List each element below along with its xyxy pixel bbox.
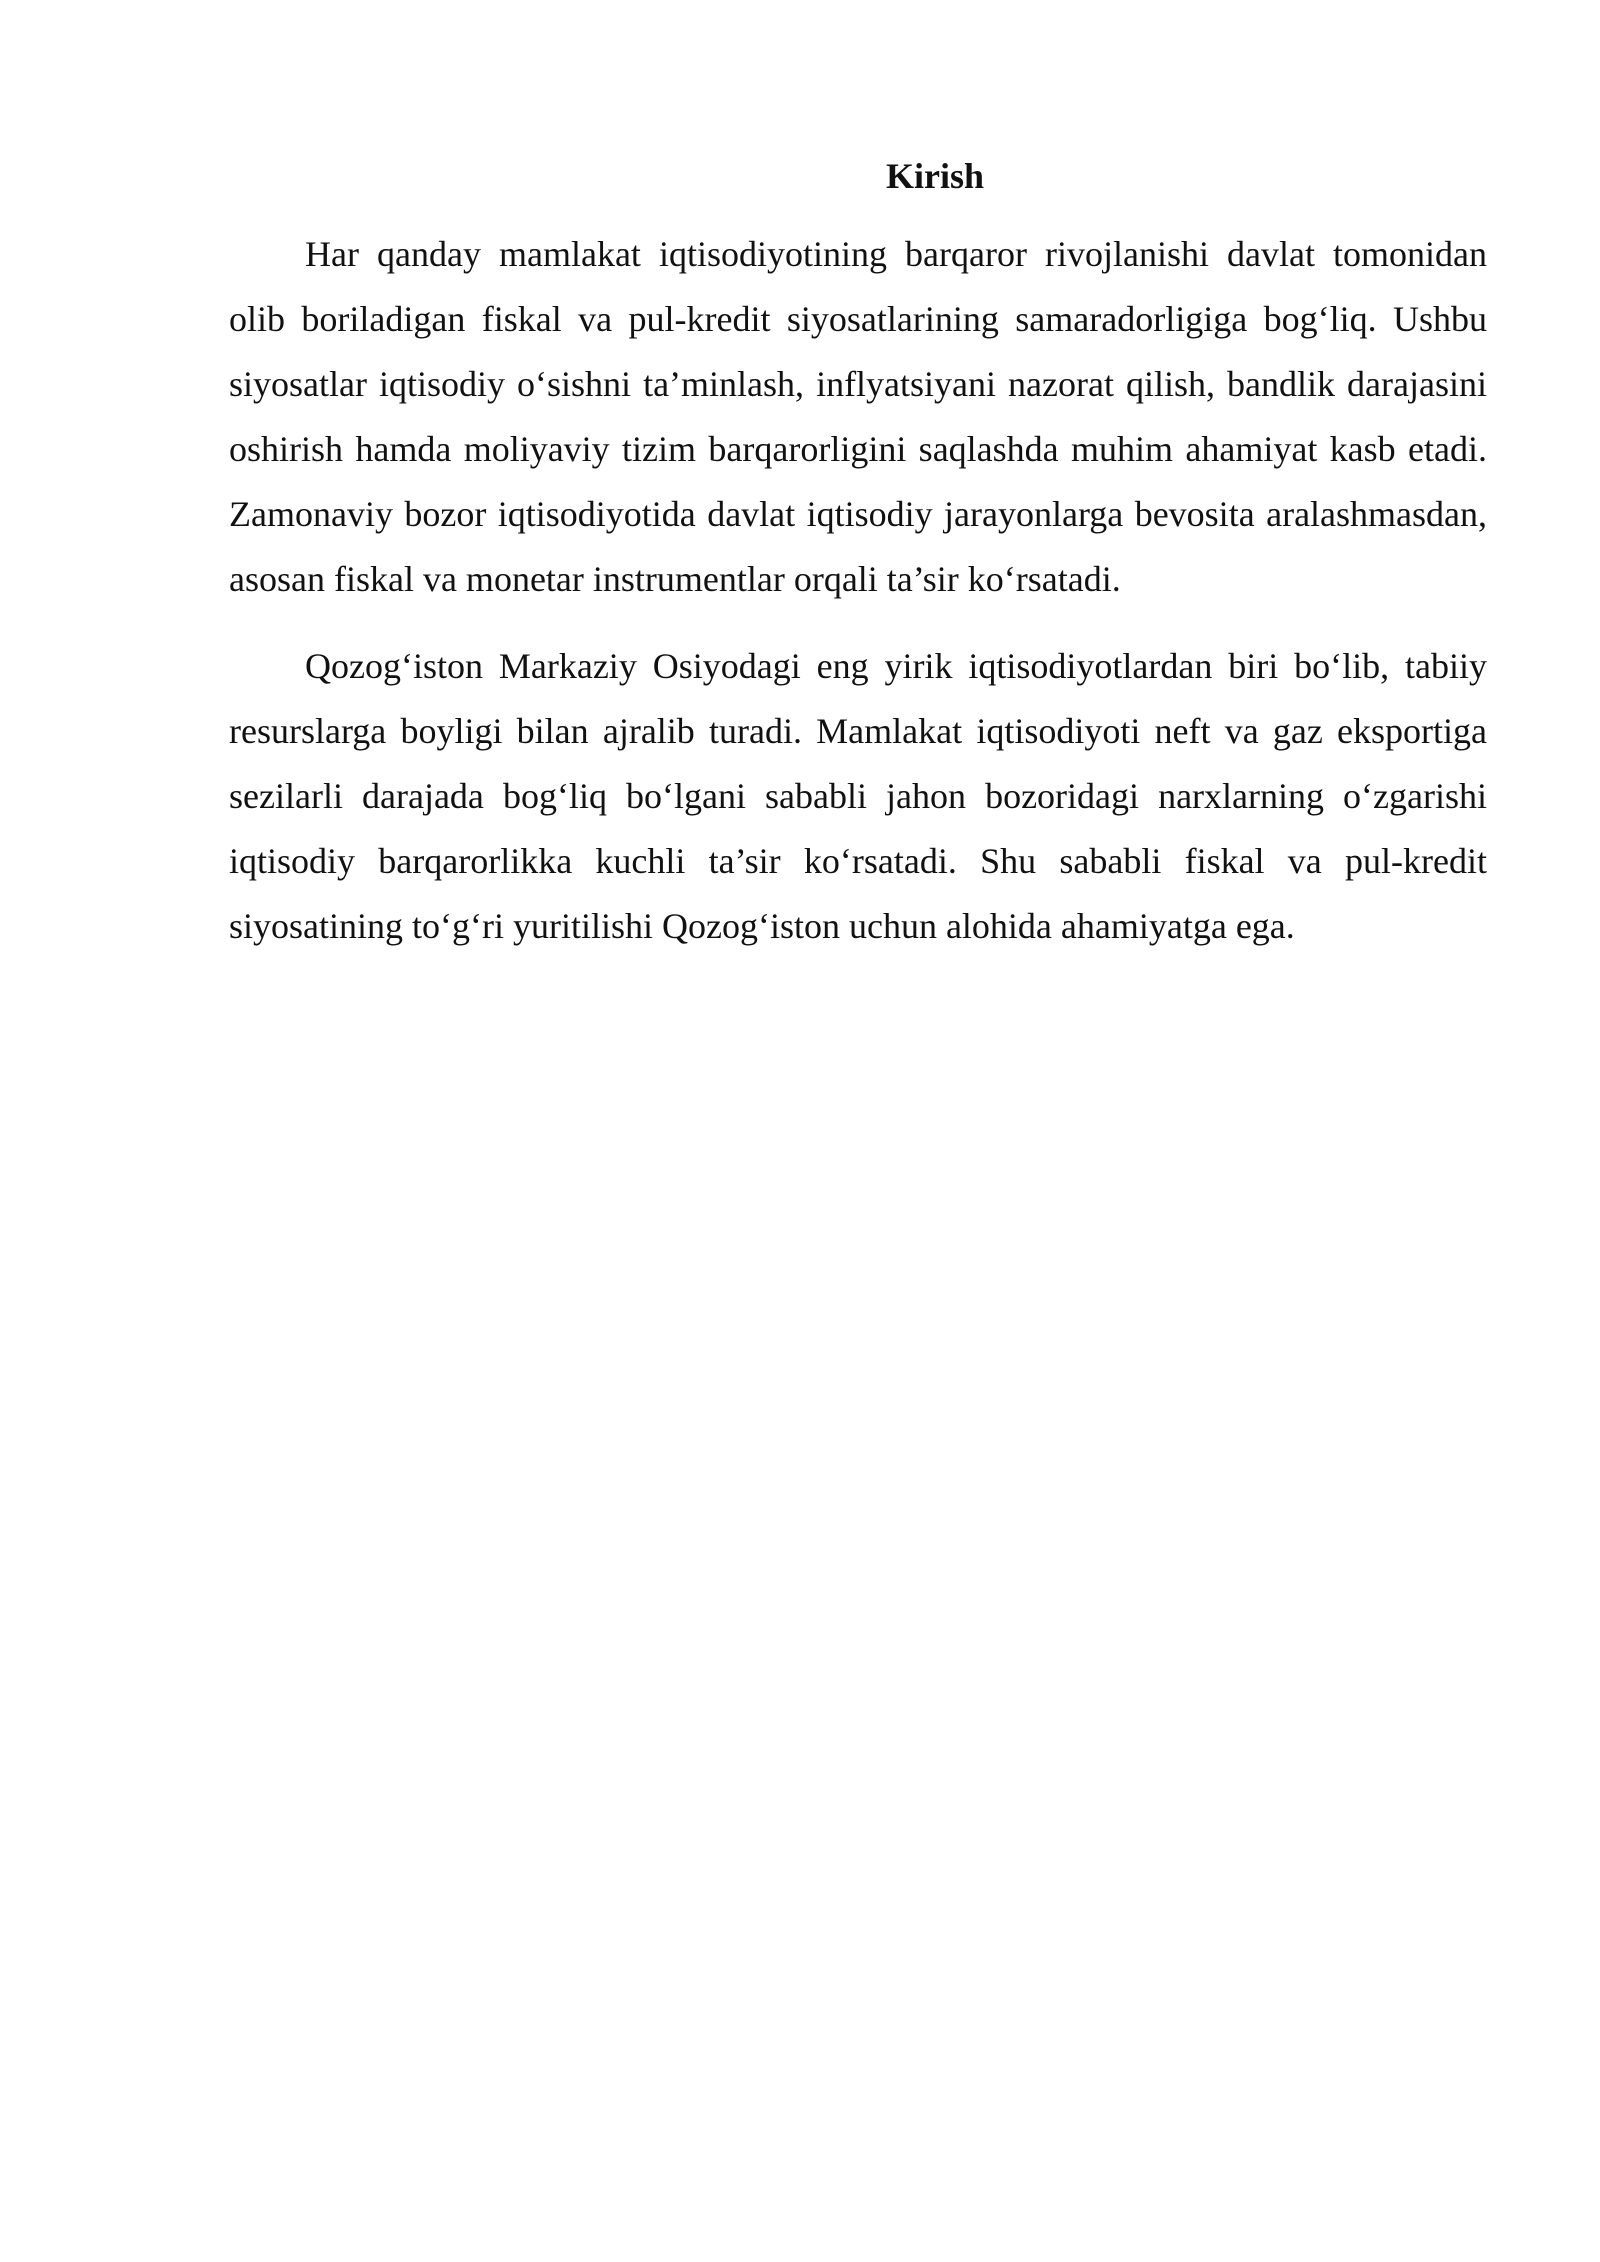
- paragraph-intro: Har qanday mamlakat iqtisodiyotining barqaror rivojlanishi davlat tomonidan olib boriladigan fiskal va pul-kredit siyosatlarining samaradorligiga bog‘liq. Ushbu siyosatlar iqtisodiy o‘sishni ta’minlash, inflyatsiyani nazorat qilish, bandlik darajasini oshirish hamda moliyaviy tizim barqarorligini saqlashda muhim ahamiyat kasb etadi. Zamonaviy bozor iqtisodiyotida davlat iqtisodiy jarayonlarga bevosita aralashmasdan, asosan fiskal va monetar instrumentlar orqali ta’sir ko‘rsatadi.: [229, 234, 1487, 599]
- document-body: [229, 146, 1487, 981]
- paragraph-kazakhstan: Qozog‘iston Markaziy Osiyodagi eng yirik iqtisodiyotlardan biri bo‘lib, tabiiy resurslarga boyligi bilan ajralib turadi. Mamlakat iqtisodiyoti neft va gaz eksportiga sezilarli darajada bog‘liq bo‘lgani sababli jahon bozoridagi narxlarning o‘zgarishi iqtisodiy barqarorlikka kuchli ta’sir ko‘rsatadi. Shu sababli fiskal va pul-kredit siyosatining to‘g‘ri yuritilishi Qozog‘iston uchun alohida ahamiyatga ega.: [229, 646, 1487, 946]
- section-title: Kirish: [885, 156, 984, 196]
